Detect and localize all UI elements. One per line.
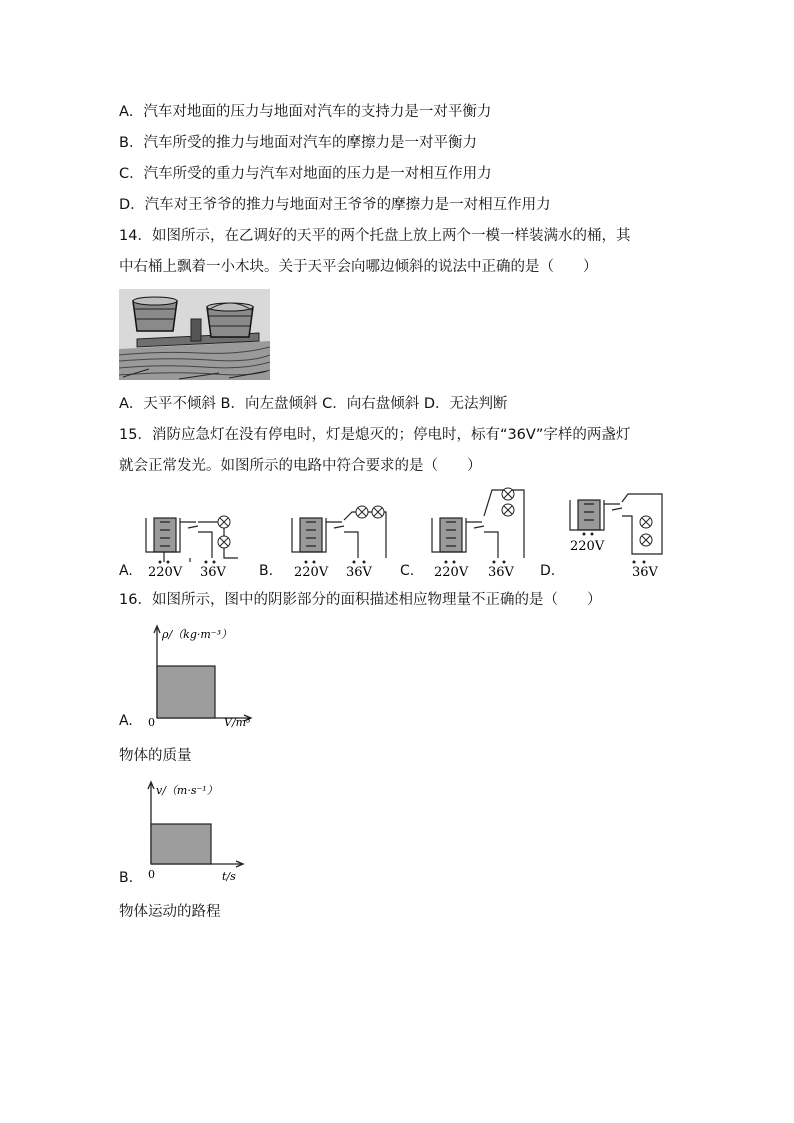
q15-option-b-letter: B. bbox=[259, 563, 274, 579]
circuit-a-figure bbox=[140, 500, 244, 580]
q16-a-caption: 物体的质量 bbox=[119, 748, 192, 764]
q15-stem-line1: 15．消防应急灯在没有停电时，灯是熄灭的；停电时，标有“36V”字样的两盏灯 bbox=[119, 427, 631, 443]
circuit-b-figure bbox=[286, 500, 394, 580]
q13-option-c: C．汽车所受的重力与汽车对地面的压力是一对相互作用力 bbox=[119, 166, 492, 182]
graph-a-origin: 0 bbox=[148, 716, 155, 728]
q15-option-d-letter: D. bbox=[540, 563, 556, 579]
q15-option-c-letter: C. bbox=[400, 563, 415, 579]
circuit-c-220v: 220V bbox=[434, 565, 469, 580]
graph-b-origin: 0 bbox=[148, 868, 155, 881]
circuit-c-figure bbox=[426, 486, 530, 580]
density-volume-graph bbox=[140, 624, 256, 728]
balance-scale-figure bbox=[119, 289, 270, 380]
circuit-d-36v: 36V bbox=[632, 565, 658, 580]
circuit-b-36v: 36V bbox=[346, 565, 372, 580]
q15-stem-line2: 就会正常发光。如图所示的电路中符合要求的是（ ） bbox=[119, 458, 482, 474]
q16-b-letter: B. bbox=[119, 870, 134, 886]
circuit-a-220v: 220V bbox=[148, 565, 183, 580]
velocity-time-graph bbox=[138, 780, 248, 886]
circuit-b-220v: 220V bbox=[294, 565, 329, 580]
q13-option-d: D．汽车对王爷爷的推力与地面对王爷爷的摩擦力是一对相互作用力 bbox=[119, 197, 551, 213]
q14-stem-line2: 中右桶上飘着一小木块。关于天平会向哪边倾斜的说法中正确的是（ ） bbox=[119, 259, 598, 275]
q16-stem: 16．如图所示，图中的阴影部分的面积描述相应物理量不正确的是（ ） bbox=[119, 592, 602, 608]
circuit-a-36v: 36V bbox=[200, 565, 226, 580]
q13-option-a: A．汽车对地面的压力与地面对汽车的支持力是一对平衡力 bbox=[119, 104, 492, 120]
q14-options: A．天平不倾斜 B．向左盘倾斜 C．向右盘倾斜 D．无法判断 bbox=[119, 396, 508, 412]
q16-b-caption: 物体运动的路程 bbox=[119, 904, 221, 920]
q14-stem-line1: 14．如图所示，在乙调好的天平的两个托盘上放上两个一模一样装满水的桶，其 bbox=[119, 228, 631, 244]
q13-option-b: B．汽车所受的推力与地面对汽车的摩擦力是一对平衡力 bbox=[119, 135, 477, 151]
circuit-c-36v: 36V bbox=[488, 565, 514, 580]
q15-option-a-letter: A. bbox=[119, 563, 133, 579]
graph-b-x-label: t/s bbox=[222, 870, 236, 883]
circuit-d-220v: 220V bbox=[570, 539, 605, 554]
q16-a-letter: A. bbox=[119, 713, 133, 729]
graph-b-y-label: v/（m·s⁻¹） bbox=[156, 784, 218, 797]
graph-a-y-label: ρ/（kg·m⁻³） bbox=[162, 628, 233, 641]
graph-a-x-label: V/m³ bbox=[224, 716, 251, 728]
circuit-d-figure bbox=[566, 490, 670, 580]
